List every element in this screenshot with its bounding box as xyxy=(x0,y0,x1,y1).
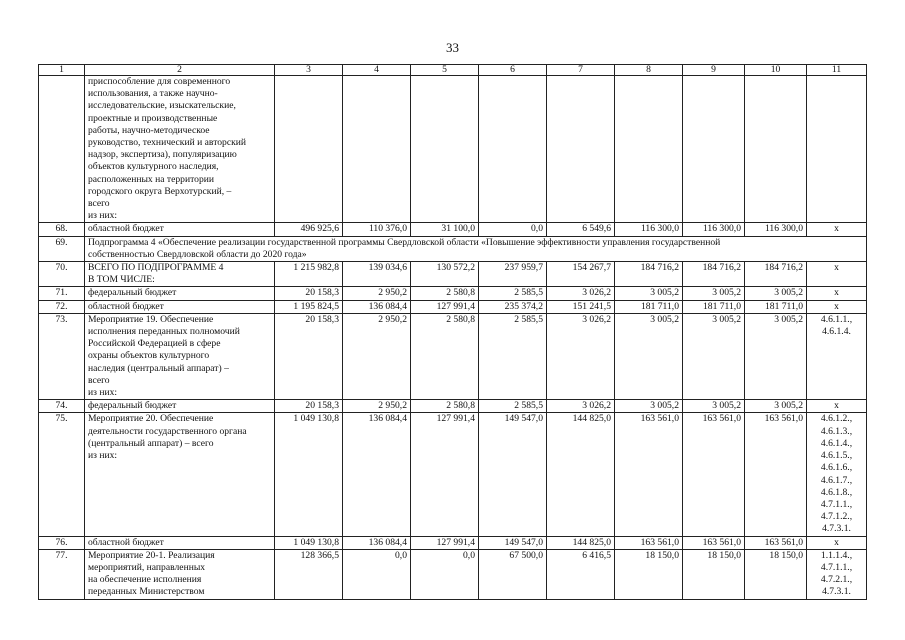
amount-cell xyxy=(615,76,683,223)
amount-cell xyxy=(683,76,745,223)
description-line: наследия (центральный аппарат) – xyxy=(88,362,229,374)
amount-cell: 128 366,5 xyxy=(275,549,343,599)
amount-cell: 144 825,0 xyxy=(547,413,615,536)
description-line: федеральный бюджет xyxy=(88,287,177,299)
description-line: надзор, экспертиза), популяризацию xyxy=(88,149,237,161)
header-cell: 11 xyxy=(807,65,867,76)
amount-cell: 130 572,2 xyxy=(411,262,479,287)
target-ref: 4.6.1.3., xyxy=(820,425,853,437)
row-number: 69. xyxy=(39,236,85,261)
amount-cell: 3 005,2 xyxy=(615,400,683,413)
page-number: 33 xyxy=(446,40,459,55)
row-number: 74. xyxy=(39,400,85,413)
target-indicator-refs xyxy=(807,300,867,313)
target-ref: 4.7.3.1. xyxy=(822,523,851,535)
target-indicator-refs xyxy=(807,313,867,399)
target-ref: x xyxy=(834,536,839,548)
row-number: 70. xyxy=(39,262,85,287)
amount-cell: 163 561,0 xyxy=(683,536,745,549)
header-cell: 1 xyxy=(39,65,85,76)
description-line: руководство, технический и авторский xyxy=(88,137,247,149)
table-row xyxy=(39,536,867,549)
amount-cell xyxy=(411,76,479,223)
description-line: федеральный бюджет xyxy=(88,400,177,412)
amount-cell: 496 925,6 xyxy=(275,223,343,236)
amount-cell xyxy=(745,76,807,223)
description-line: городского округа Верхотурский, – xyxy=(88,185,232,197)
subprogram-title-line: собственностью Свердловской области до 2020 года» xyxy=(88,248,307,260)
description-line: на обеспечение исполнения xyxy=(88,574,202,586)
target-ref: 4.7.1.1., xyxy=(820,498,853,510)
description-line: переданных Министерством xyxy=(88,586,205,598)
description-line: Мероприятие 20-1. Реализация xyxy=(88,549,215,561)
row-number: 76. xyxy=(39,536,85,549)
amount-cell: 116 300,0 xyxy=(745,223,807,236)
description-line: деятельности государственного органа xyxy=(88,425,247,437)
amount-cell: 116 300,0 xyxy=(615,223,683,236)
table-row xyxy=(39,287,867,300)
amount-cell: 18 150,0 xyxy=(615,549,683,599)
amount-cell: 3 026,2 xyxy=(547,313,615,399)
amount-cell: 149 547,0 xyxy=(479,536,547,549)
row-number: 73. xyxy=(39,313,85,399)
item-description xyxy=(85,413,275,536)
amount-cell: 3 005,2 xyxy=(615,287,683,300)
description-line: Мероприятие 20. Обеспечение xyxy=(88,413,214,425)
table-row xyxy=(39,549,867,599)
description-line: ВСЕГО ПО ПОДПРОГРАММЕ 4 xyxy=(88,262,224,274)
target-indicator-refs xyxy=(807,413,867,536)
description-line: В ТОМ ЧИСЛЕ: xyxy=(88,274,155,286)
item-description xyxy=(85,262,275,287)
item-description xyxy=(85,76,275,223)
amount-cell: 237 959,7 xyxy=(479,262,547,287)
table-row xyxy=(39,223,867,236)
budget-table xyxy=(38,64,867,600)
target-ref: 4.6.1.6., xyxy=(820,462,853,474)
amount-cell: 136 084,4 xyxy=(343,300,411,313)
header-cell: 4 xyxy=(343,65,411,76)
amount-cell: 1 049 130,8 xyxy=(275,536,343,549)
amount-cell: 2 950,2 xyxy=(343,287,411,300)
item-description xyxy=(85,536,275,549)
item-description xyxy=(85,313,275,399)
amount-cell: 181 711,0 xyxy=(683,300,745,313)
amount-cell: 184 716,2 xyxy=(615,262,683,287)
target-ref: 4.7.1.1., xyxy=(820,561,853,573)
amount-cell: 3 005,2 xyxy=(615,313,683,399)
amount-cell: 3 005,2 xyxy=(745,313,807,399)
amount-cell: 2 585,5 xyxy=(479,287,547,300)
amount-cell: 110 376,0 xyxy=(343,223,411,236)
amount-cell: 3 026,2 xyxy=(547,287,615,300)
amount-cell: 20 158,3 xyxy=(275,400,343,413)
row-number: 68. xyxy=(39,223,85,236)
target-indicator-refs xyxy=(807,76,867,223)
amount-cell: 3 026,2 xyxy=(547,400,615,413)
description-line: из них: xyxy=(88,387,118,399)
description-line: работы, научно-методическое xyxy=(88,124,210,136)
amount-cell: 154 267,7 xyxy=(547,262,615,287)
amount-cell: 20 158,3 xyxy=(275,313,343,399)
amount-cell: 6 549,6 xyxy=(547,223,615,236)
target-ref: 4.7.2.1., xyxy=(820,574,853,586)
amount-cell: 235 374,2 xyxy=(479,300,547,313)
amount-cell: 181 711,0 xyxy=(615,300,683,313)
table-row xyxy=(39,300,867,313)
header-row xyxy=(39,65,867,76)
description-line: исполнения переданных полномочий xyxy=(88,326,240,338)
target-ref: x xyxy=(834,400,839,412)
item-description xyxy=(85,223,275,236)
amount-cell: 184 716,2 xyxy=(683,262,745,287)
target-ref: 4.6.1.4., xyxy=(820,437,853,449)
subprogram-title xyxy=(85,236,867,261)
amount-cell: 2 950,2 xyxy=(343,400,411,413)
description-line: областной бюджет xyxy=(88,536,164,548)
amount-cell: 136 084,4 xyxy=(343,413,411,536)
amount-cell: 116 300,0 xyxy=(683,223,745,236)
amount-cell: 163 561,0 xyxy=(615,413,683,536)
description-line: охраны объектов культурного xyxy=(88,350,210,362)
amount-cell xyxy=(547,76,615,223)
description-line: областной бюджет xyxy=(88,223,164,235)
row-number xyxy=(39,76,85,223)
description-line: Российской Федерацией в сфере xyxy=(88,338,221,350)
amount-cell: 1 049 130,8 xyxy=(275,413,343,536)
item-description xyxy=(85,400,275,413)
table-row xyxy=(39,400,867,413)
amount-cell: 163 561,0 xyxy=(745,413,807,536)
amount-cell: 149 547,0 xyxy=(479,413,547,536)
amount-cell: 144 825,0 xyxy=(547,536,615,549)
description-line: проектные и производственные xyxy=(88,112,218,124)
table-row xyxy=(39,236,867,261)
header-cell: 8 xyxy=(615,65,683,76)
header-cell: 3 xyxy=(275,65,343,76)
target-ref: 4.7.3.1. xyxy=(822,586,851,598)
description-line: всего xyxy=(88,374,110,386)
description-line: расположенных на территории xyxy=(88,173,215,185)
amount-cell: 6 416,5 xyxy=(547,549,615,599)
row-number: 75. xyxy=(39,413,85,536)
description-line: приспособление для современного xyxy=(88,76,231,87)
target-ref: 4.6.1.7., xyxy=(820,474,853,486)
description-line: из них: xyxy=(88,210,118,222)
amount-cell: 2 950,2 xyxy=(343,313,411,399)
target-ref: 4.6.1.2., xyxy=(820,413,853,425)
target-ref: 4.6.1.1., xyxy=(820,313,853,325)
description-line: (центральный аппарат) – всего xyxy=(88,437,214,449)
target-ref: 4.6.1.8., xyxy=(820,486,853,498)
amount-cell: 18 150,0 xyxy=(683,549,745,599)
target-ref: x xyxy=(834,262,839,274)
target-indicator-refs xyxy=(807,549,867,599)
description-line: объектов культурного наследия, xyxy=(88,161,219,173)
description-line: из них: xyxy=(88,450,118,462)
description-line: мероприятий, направленных xyxy=(88,561,206,573)
amount-cell: 181 711,0 xyxy=(745,300,807,313)
amount-cell xyxy=(479,76,547,223)
table-row xyxy=(39,76,867,223)
amount-cell: 31 100,0 xyxy=(411,223,479,236)
item-description xyxy=(85,300,275,313)
row-number: 77. xyxy=(39,549,85,599)
header-cell: 7 xyxy=(547,65,615,76)
amount-cell: 163 561,0 xyxy=(745,536,807,549)
amount-cell: 18 150,0 xyxy=(745,549,807,599)
item-description xyxy=(85,549,275,599)
target-ref: x xyxy=(834,300,839,312)
row-number: 71. xyxy=(39,287,85,300)
header-cell: 10 xyxy=(745,65,807,76)
amount-cell: 3 005,2 xyxy=(745,400,807,413)
amount-cell xyxy=(275,76,343,223)
amount-cell: 127 991,4 xyxy=(411,413,479,536)
amount-cell: 3 005,2 xyxy=(683,287,745,300)
amount-cell: 2 585,5 xyxy=(479,313,547,399)
amount-cell: 2 580,8 xyxy=(411,400,479,413)
target-ref: 4.6.1.4. xyxy=(822,326,851,338)
subprogram-title-line: Подпрограмма 4 «Обеспечение реализации государственной программы Свердловской области «Повышение эффективности управления государственной xyxy=(88,236,721,248)
amount-cell: 127 991,4 xyxy=(411,300,479,313)
description-line: использования, а также научно- xyxy=(88,88,218,100)
amount-cell: 1 195 824,5 xyxy=(275,300,343,313)
amount-cell: 163 561,0 xyxy=(683,413,745,536)
amount-cell: 0,0 xyxy=(479,223,547,236)
amount-cell: 2 580,8 xyxy=(411,287,479,300)
amount-cell: 3 005,2 xyxy=(683,400,745,413)
header-cell: 6 xyxy=(479,65,547,76)
amount-cell: 0,0 xyxy=(411,549,479,599)
amount-cell: 2 580,8 xyxy=(411,313,479,399)
target-indicator-refs xyxy=(807,287,867,300)
amount-cell: 3 005,2 xyxy=(745,287,807,300)
target-ref: x xyxy=(834,287,839,299)
amount-cell: 1 215 982,8 xyxy=(275,262,343,287)
header-cell: 2 xyxy=(85,65,275,76)
amount-cell: 3 005,2 xyxy=(683,313,745,399)
amount-cell: 0,0 xyxy=(343,549,411,599)
amount-cell: 20 158,3 xyxy=(275,287,343,300)
description-line: областной бюджет xyxy=(88,300,164,312)
description-line: исследовательские, изыскательские, xyxy=(88,100,236,112)
amount-cell xyxy=(343,76,411,223)
amount-cell: 184 716,2 xyxy=(745,262,807,287)
target-indicator-refs xyxy=(807,400,867,413)
amount-cell: 127 991,4 xyxy=(411,536,479,549)
amount-cell: 163 561,0 xyxy=(615,536,683,549)
target-indicator-refs xyxy=(807,262,867,287)
target-ref: 4.7.1.2., xyxy=(820,511,853,523)
description-line: всего xyxy=(88,198,110,210)
description-line: Мероприятие 19. Обеспечение xyxy=(88,313,214,325)
header-cell: 9 xyxy=(683,65,745,76)
target-ref: x xyxy=(834,223,839,235)
amount-cell: 2 585,5 xyxy=(479,400,547,413)
table-row xyxy=(39,262,867,287)
target-ref: 4.6.1.5., xyxy=(820,450,853,462)
amount-cell: 139 034,6 xyxy=(343,262,411,287)
target-ref: 1.1.1.4., xyxy=(820,549,853,561)
item-description xyxy=(85,287,275,300)
target-indicator-refs xyxy=(807,536,867,549)
amount-cell: 151 241,5 xyxy=(547,300,615,313)
table-row xyxy=(39,313,867,399)
row-number: 72. xyxy=(39,300,85,313)
amount-cell: 67 500,0 xyxy=(479,549,547,599)
target-indicator-refs xyxy=(807,223,867,236)
table-row xyxy=(39,413,867,536)
header-cell: 5 xyxy=(411,65,479,76)
amount-cell: 136 084,4 xyxy=(343,536,411,549)
